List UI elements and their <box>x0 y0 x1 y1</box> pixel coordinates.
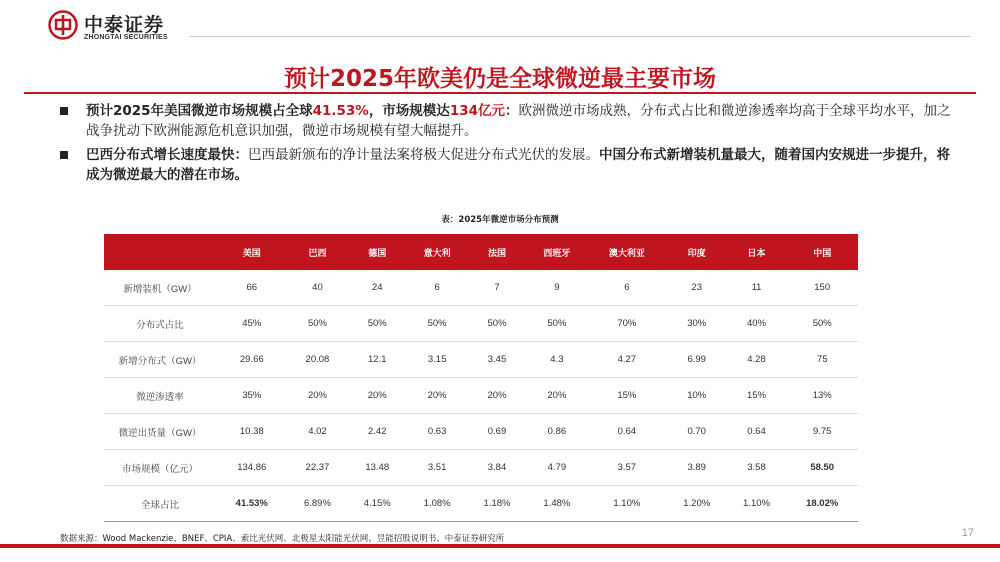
bullet-1-bold-a: 预计2025年美国微逆市场规模占全球 <box>86 103 313 119</box>
table-cell: 15% <box>587 378 667 414</box>
table-cell: 50% <box>407 306 467 342</box>
bullet-2-text: 巴西最新颁布的净计量法案将极大促进分布式光伏的发展。 <box>248 147 599 163</box>
table-cell: 30% <box>667 306 727 342</box>
bullet-2-bold-tail: 中国分布式新增装机量最大，随着国内安规进一步提升，将成为微逆最大的潜在市场。 <box>86 147 950 183</box>
header-divider <box>190 36 970 37</box>
header-cell-france: 法国 <box>467 234 527 270</box>
table-cell: 3.58 <box>727 450 787 486</box>
table-cell: 29.66 <box>216 342 288 378</box>
table-cell: 4.28 <box>727 342 787 378</box>
table-cell: 15% <box>727 378 787 414</box>
table-cell: 6 <box>407 270 467 306</box>
table-cell: 50% <box>288 306 348 342</box>
table-row <box>104 414 858 450</box>
header-cell-china: 中国 <box>786 234 858 270</box>
header-cell-japan: 日本 <box>727 234 787 270</box>
table-cell: 23 <box>667 270 727 306</box>
table-cell: 20% <box>527 378 587 414</box>
table-cell: 35% <box>216 378 288 414</box>
row-label: 分布式占比 <box>104 306 216 342</box>
row-label: 微逆出货量（GW） <box>104 414 216 450</box>
footer-bar <box>0 544 1000 548</box>
bullet-square-icon <box>60 151 68 159</box>
table-cell: 6.99 <box>667 342 727 378</box>
header-cell-us: 美国 <box>216 234 288 270</box>
table-cell: 70% <box>587 306 667 342</box>
table-cell: 3.89 <box>667 450 727 486</box>
table-cell: 9.75 <box>786 414 858 450</box>
table-cell: 0.64 <box>727 414 787 450</box>
slide-title: 预计2025年欧美仍是全球微逆最主要市场 <box>283 66 716 92</box>
bullet-1-bold-b: ，市场规模达 <box>368 103 450 119</box>
table-cell: 1.18% <box>467 486 527 522</box>
table-cell: 12.1 <box>347 342 407 378</box>
zhongtai-logo-icon <box>48 10 78 40</box>
table-cell: 50% <box>527 306 587 342</box>
table-cell: 0.70 <box>667 414 727 450</box>
table-cell: 7 <box>467 270 527 306</box>
table-cell: 0.86 <box>527 414 587 450</box>
table-cell: 0.69 <box>467 414 527 450</box>
table-cell: 20.08 <box>288 342 348 378</box>
table-cell: 6.89% <box>288 486 348 522</box>
table-cell: 150 <box>786 270 858 306</box>
row-label: 全球占比 <box>104 486 216 522</box>
market-forecast-table <box>104 234 858 522</box>
bullet-item-us-market <box>60 101 960 141</box>
bullet-1-highlight-share: 41.53% <box>312 103 369 119</box>
table-cell: 50% <box>786 306 858 342</box>
table-caption: 表：2025年微逆市场分布预测 <box>441 215 559 225</box>
table-cell: 3.57 <box>587 450 667 486</box>
table-cell: 9 <box>527 270 587 306</box>
table-cell: 13% <box>786 378 858 414</box>
table-cell: 2.42 <box>347 414 407 450</box>
row-label: 新增装机（GW） <box>104 270 216 306</box>
table-cell: 1.08% <box>407 486 467 522</box>
table-cell: 1.10% <box>587 486 667 522</box>
table-cell: 1.10% <box>727 486 787 522</box>
header-cell-australia: 澳大利亚 <box>587 234 667 270</box>
table-cell: 0.63 <box>407 414 467 450</box>
table-cell: 10.38 <box>216 414 288 450</box>
bullet-item-brazil-growth <box>60 145 960 185</box>
row-label: 微逆渗透率 <box>104 378 216 414</box>
table-cell: 3.84 <box>467 450 527 486</box>
table-cell: 20% <box>407 378 467 414</box>
table-cell: 24 <box>347 270 407 306</box>
table-cell: 4.02 <box>288 414 348 450</box>
bullet-square-icon <box>60 107 68 115</box>
header-cell-india: 印度 <box>667 234 727 270</box>
table-row <box>104 306 858 342</box>
table-cell: 50% <box>347 306 407 342</box>
table-cell: 50% <box>467 306 527 342</box>
table-cell: 41.53% <box>216 486 288 522</box>
row-label: 市场规模（亿元） <box>104 450 216 486</box>
header-cell-italy: 意大利 <box>407 234 467 270</box>
table-cell: 20% <box>347 378 407 414</box>
table-cell: 66 <box>216 270 288 306</box>
table-cell: 4.3 <box>527 342 587 378</box>
bullet-1-highlight-size: 134亿元 <box>449 103 505 119</box>
table-row <box>104 270 858 306</box>
table-cell: 0.64 <box>587 414 667 450</box>
table-cell: 3.15 <box>407 342 467 378</box>
table-row <box>104 342 858 378</box>
table-cell: 22.37 <box>288 450 348 486</box>
table-cell: 40% <box>727 306 787 342</box>
bullet-2-bold: 巴西分布式增长速度最快： <box>86 147 248 163</box>
table-cell: 4.15% <box>347 486 407 522</box>
data-source-note: 数据来源：Wood Mackenzie、BNEF、CPIA、索比光伏网、北极星太阳能光伏网、昱能招股说明书、中泰证券研究所 <box>60 534 505 544</box>
logo-chinese-name: 中泰证券 <box>84 14 165 36</box>
table-cell: 1.20% <box>667 486 727 522</box>
table-header-row <box>104 234 858 270</box>
table-cell: 20% <box>288 378 348 414</box>
header-cell-spain: 西班牙 <box>527 234 587 270</box>
table-cell: 3.45 <box>467 342 527 378</box>
title-underline <box>24 92 976 94</box>
page-number: 17 <box>961 527 974 539</box>
header-cell-germany: 德国 <box>347 234 407 270</box>
table-cell: 3.51 <box>407 450 467 486</box>
header-cell-blank <box>104 234 216 270</box>
table-cell: 4.79 <box>527 450 587 486</box>
company-logo <box>48 8 198 48</box>
table-cell: 10% <box>667 378 727 414</box>
table-cell: 75 <box>786 342 858 378</box>
table-cell: 58.50 <box>786 450 858 486</box>
bullet-list <box>60 101 960 189</box>
table-cell: 18.02% <box>786 486 858 522</box>
table-row <box>104 486 858 522</box>
row-label: 新增分布式（GW） <box>104 342 216 378</box>
bullet-1-bold-c: ： <box>505 103 519 119</box>
header-cell-brazil: 巴西 <box>288 234 348 270</box>
table-cell: 134.86 <box>216 450 288 486</box>
table-cell: 11 <box>727 270 787 306</box>
logo-english-name: ZHONGTAI SECURITIES <box>84 34 168 41</box>
table-cell: 4.27 <box>587 342 667 378</box>
table-cell: 13.48 <box>347 450 407 486</box>
table-cell: 45% <box>216 306 288 342</box>
table-row <box>104 378 858 414</box>
bullet-1-text: 欧洲微逆市场成熟，分布式占比和微逆渗透率均高于全球平均水平，加之战争扰动下欧洲能源危机意识加强，微逆市场规模有望大幅提升。 <box>86 103 951 139</box>
table-cell: 40 <box>288 270 348 306</box>
table-cell: 6 <box>587 270 667 306</box>
table-cell: 1.48% <box>527 486 587 522</box>
table-row <box>104 450 858 486</box>
table-cell: 20% <box>467 378 527 414</box>
